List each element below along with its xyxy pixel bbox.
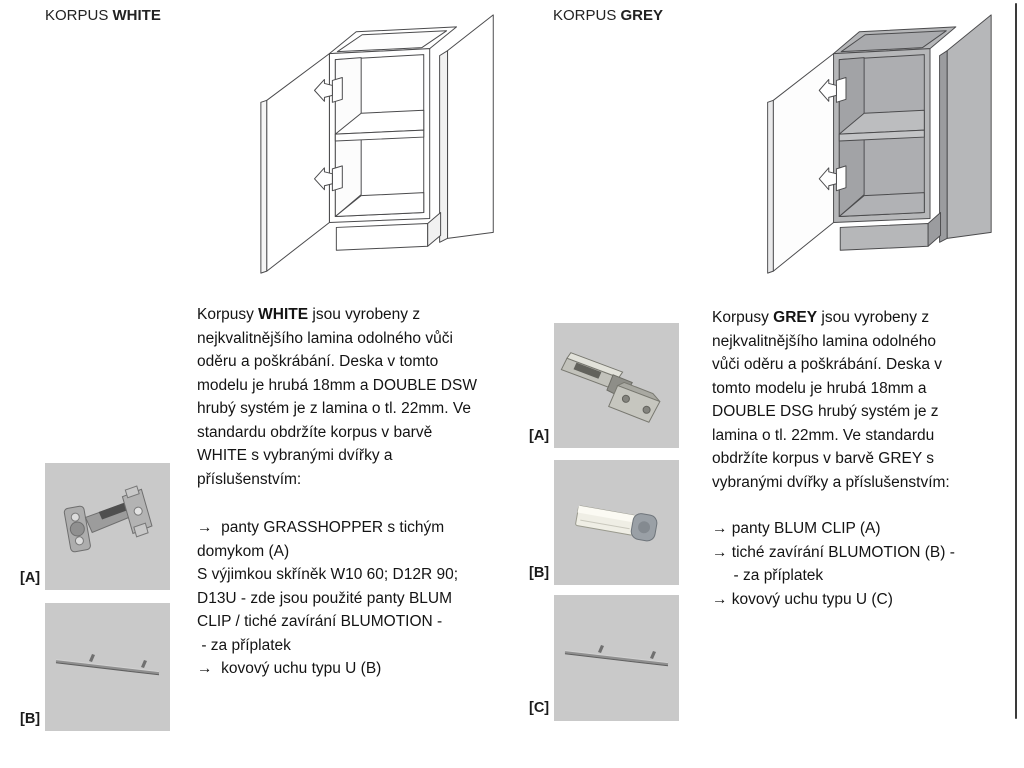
feature-line: → tiché zavírání BLUMOTION (B) - [712, 543, 955, 561]
handle-illustration [45, 603, 170, 731]
feature-line: → panty BLUM CLIP (A) [712, 520, 881, 537]
left-feature-list [197, 516, 532, 681]
right-description [712, 306, 1014, 611]
feature-line: CLIP / tiché zavírání BLUMOTION - [197, 613, 443, 630]
right-title [553, 7, 663, 24]
left-description [197, 303, 532, 681]
left-accessory-label-b: [B] [20, 711, 41, 727]
right-accessory-label-c: [C] [529, 700, 550, 716]
hinge-illustration [554, 323, 679, 448]
u-handle-photo [45, 603, 170, 731]
right-title-name: GREY [620, 7, 664, 24]
feature-line: → kovový uchu typu U (B) [197, 660, 382, 677]
feature-line: → panty GRASSHOPPER s tichým [197, 519, 445, 536]
left-title-name: WHITE [112, 7, 161, 24]
feature-line: D13U - zde jsou použité panty BLUM [197, 589, 453, 607]
feature-line: domykom (A) [197, 542, 290, 560]
feature-line: - za příplatek [197, 636, 291, 654]
right-feature-list [712, 517, 1014, 611]
feature-line: S výjimkou skříněk W10 60; D12R 90; [197, 566, 459, 583]
feature-line: - za příplatek [712, 567, 824, 584]
grasshopper-hinge-photo [45, 463, 170, 590]
right-intro: Korpusy GREY jsou vyrobeny z nejkvalitnějšího lamina odolného vůči oděru a poškrábání. Deska v tomto modelu je hrubá 18mm a DOUBLE DSG hrubý systém je z lamina o tl. 22mm. Ve standardu obdržíte korpus v barvě GREY s vybranými dvířky a příslušenstvím: [712, 309, 950, 491]
blum-clip-hinge-photo [554, 323, 679, 448]
page-border-rule [1015, 3, 1017, 719]
right-accessory-label-b: [B] [529, 565, 550, 581]
blumotion-damper-photo [554, 460, 679, 585]
right-title-prefix: KORPUS [553, 7, 621, 24]
left-accessory-label-a: [A] [20, 570, 41, 586]
left-title-prefix: KORPUS [45, 7, 113, 24]
right-accessory-label-a: [A] [529, 428, 550, 444]
feature-line: → kovový uchu typu U (C) [712, 590, 893, 608]
hinge-illustration [45, 463, 170, 590]
left-intro: Korpusy WHITE jsou vyrobeny z nejkvalitnějšího lamina odolného vůči oděru a poškrábání. Deska v tomto modelu je hrubá 18mm a DOUBLE DSW hrubý systém je z lamina o tl. 22mm. Ve standardu obdržíte korpus v barvě WHITE s vybranými dvířky a příslušenstvím: [197, 306, 477, 488]
grey-cabinet-drawing [760, 2, 1016, 290]
u-handle-photo [554, 595, 679, 721]
damper-illustration [554, 460, 679, 585]
handle-illustration [554, 595, 679, 721]
white-cabinet-drawing [250, 2, 522, 290]
left-title [45, 7, 161, 24]
